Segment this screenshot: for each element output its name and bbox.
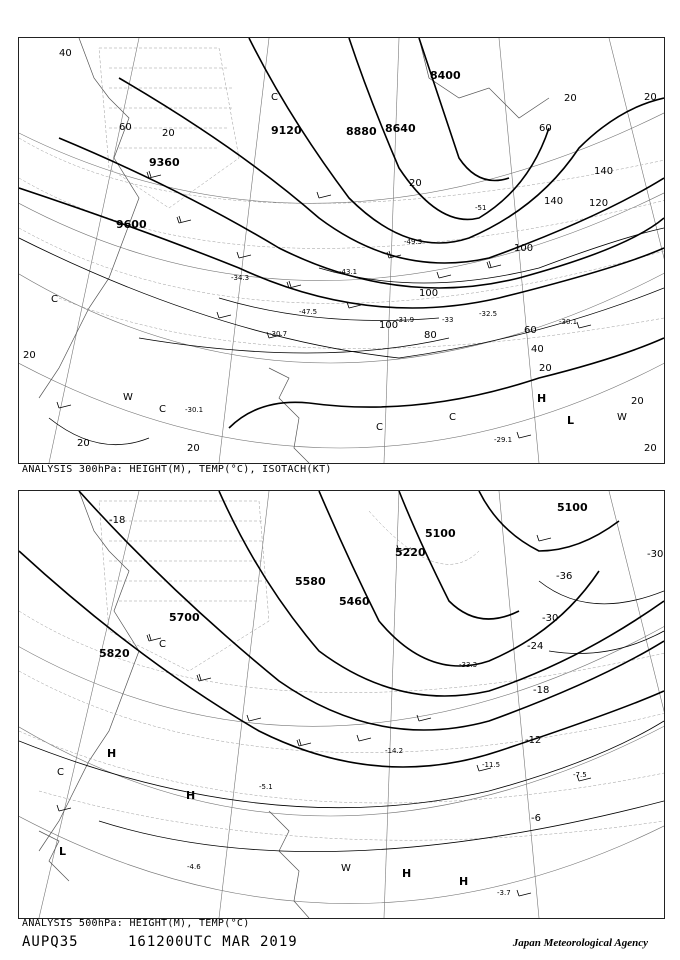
cold-center: C (376, 422, 383, 433)
caption-500hpa: ANALYSIS 500hPa: HEIGHT(M), TEMP(°C) (22, 918, 250, 929)
temp-label: -51 (475, 204, 487, 212)
temp-label: -30.7 (269, 330, 288, 338)
isotherms (19, 581, 664, 852)
high-center: H (186, 789, 196, 802)
wind-barbs (57, 535, 591, 896)
height-label: 8640 (385, 122, 416, 135)
temp-label: -18 (109, 515, 126, 526)
temp-label: -43.1 (339, 268, 358, 276)
isotach-label: 20 (564, 93, 577, 104)
temp-label: -11.5 (482, 761, 501, 769)
isotach-label: 100 (419, 288, 439, 299)
cold-center: C (449, 412, 456, 423)
isotach-label: 20 (631, 396, 644, 407)
isotach-label: 60 (524, 325, 537, 336)
isotach-label: 60 (119, 122, 132, 133)
height-label: 5460 (339, 595, 370, 608)
isotach-label: 40 (59, 48, 72, 59)
height-label: 5100 (425, 527, 456, 540)
map-500hpa (19, 491, 664, 918)
cold-center: C (271, 92, 278, 103)
temp-label: -30.1 (185, 406, 204, 414)
height-label: 5220 (395, 546, 426, 559)
isotherm-label: -30 (542, 613, 559, 624)
isotach-label: 20 (644, 92, 657, 103)
low-center: L (567, 414, 575, 427)
temp-label: -32.5 (479, 310, 498, 318)
latlon-grid (19, 491, 664, 918)
chart-500hpa (18, 490, 665, 919)
isotach-label: 20 (162, 128, 175, 139)
height-label: 9120 (271, 124, 302, 137)
isotach-label: 20 (539, 363, 552, 374)
isotach-label: 80 (424, 330, 437, 341)
temp-label: -7.5 (573, 771, 587, 779)
temp-label: -33.3 (459, 661, 478, 669)
temp-label: -3.7 (497, 889, 511, 897)
isotach-label: 100 (514, 243, 534, 254)
isotach-label: 60 (539, 123, 552, 134)
wind-barbs (57, 171, 591, 438)
isotach-label: 40 (531, 344, 544, 355)
warm-center: W (341, 863, 351, 874)
cold-center: C (159, 404, 166, 415)
isotach-label: 140 (594, 166, 614, 177)
temp-label: -30.1 (559, 318, 578, 326)
temp-label: -29.1 (494, 436, 513, 444)
caption-300hpa: ANALYSIS 300hPa: HEIGHT(M), TEMP(°C), ISOTACH(KT) (22, 464, 332, 475)
isotach-label: 20 (23, 350, 36, 361)
isotherm-label: -6 (531, 813, 541, 824)
isotherm-label: -18 (533, 685, 550, 696)
isotach-label: 20 (187, 443, 200, 454)
temp-label: -4.6 (187, 863, 201, 871)
high-center: H (537, 392, 547, 405)
chart-code: AUPQ35 (22, 934, 79, 950)
agency-name: Japan Meteorological Agency (512, 937, 648, 949)
height-label: 5820 (99, 647, 130, 660)
height-label: 8400 (430, 69, 461, 82)
high-center: H (459, 875, 469, 888)
height-label: 5580 (295, 575, 326, 588)
temp-label: -31.9 (396, 316, 415, 324)
chart-300hpa (18, 37, 665, 464)
height-label: 5700 (169, 611, 200, 624)
warm-center: W (617, 412, 627, 423)
coastline (39, 491, 309, 918)
temp-label: -47.5 (299, 308, 318, 316)
height-label: 5100 (557, 501, 588, 514)
isotach-label: 120 (589, 198, 609, 209)
cold-center: C (51, 294, 58, 305)
low-center: L (59, 845, 67, 858)
height-label: 9360 (149, 156, 180, 169)
cold-center: C (159, 639, 166, 650)
isotherm-label: -36 (556, 571, 573, 582)
temp-field (19, 501, 664, 840)
warm-center: W (123, 392, 133, 403)
high-center: H (402, 867, 412, 880)
isotherm-label: -30 (647, 549, 664, 560)
high-center: H (107, 747, 117, 760)
temp-label: -14.2 (385, 747, 404, 755)
isotach-label: 20 (77, 438, 90, 449)
isotherm-label: -12 (525, 735, 542, 746)
isotach-label: 20 (644, 443, 657, 454)
isotach-label: 20 (409, 178, 422, 189)
temp-label: -5.1 (259, 783, 273, 791)
height-label: 9600 (116, 218, 147, 231)
temp-label: -34.3 (231, 274, 250, 282)
isotach-label: 140 (544, 196, 564, 207)
temp-label: -33 (442, 316, 454, 324)
cold-center: C (57, 767, 64, 778)
isotherm-label: -24 (527, 641, 544, 652)
height-label: 8880 (346, 125, 377, 138)
valid-time: 161200UTC MAR 2019 (128, 934, 298, 950)
coastline (39, 38, 549, 463)
temp-label: -49.3 (404, 238, 423, 246)
isotach-label: 100 (379, 320, 399, 331)
